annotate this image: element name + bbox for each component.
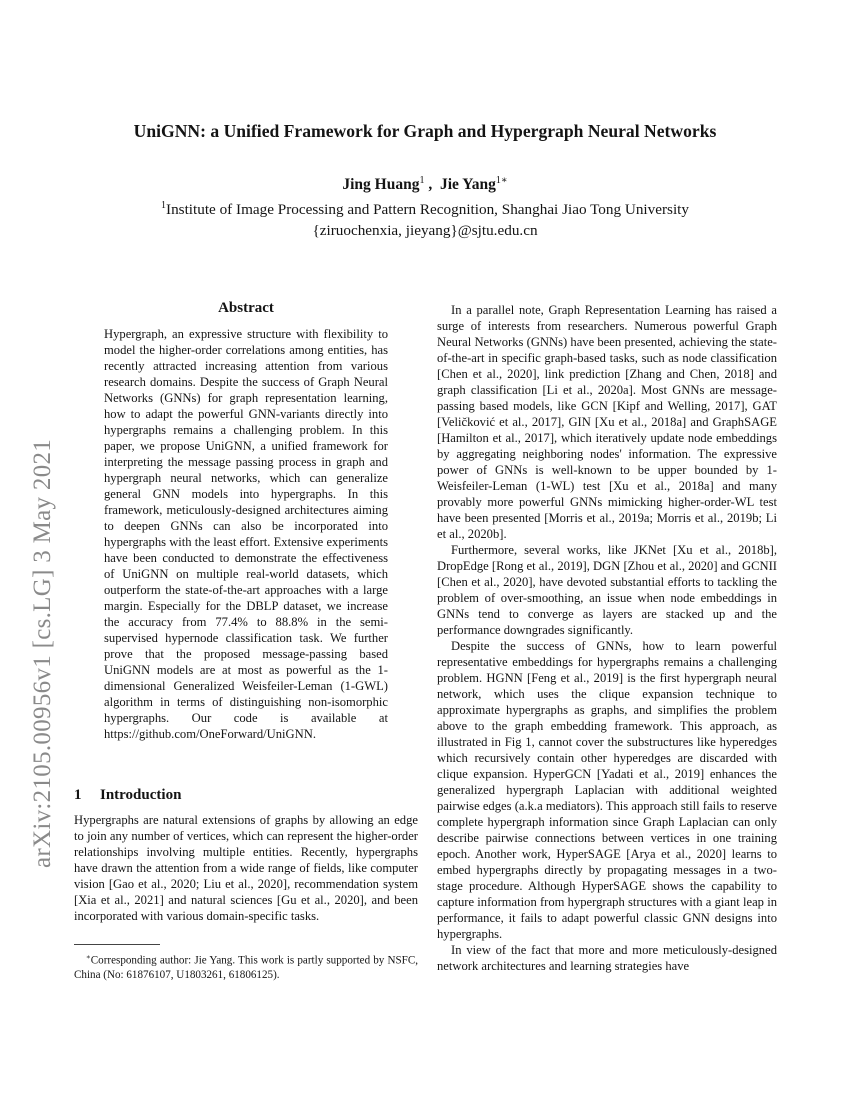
paragraph: In a parallel note, Graph Representation Learning has raised a surge of interests from researchers. Numerous powerful Graph Neural Networks (GNNs) have been presented, achieving the state-of-the-art in specific graph-based tasks, such as node classification [Chen et al., 2020], link prediction [Zhang and Chen, 2018] and graph classification [Li et al., 2020a]. Most GNNs are message-passing based models, like GCN [Kipf and Welling, 2017], GAT [Veličković et al., 2017], GIN [Xu et al., 2018a] and GraphSAGE [Hamilton et al., 2017], which iteratively update node embeddings by aggregating neighboring nodes' information. The expressive power of GNNs is well-known to be upper bounded by 1-Weisfeiler-Leman (1-WL) test [Xu et al., 2018a] and many provably more powerful GNNs mimicking higher-order-WL test have been presented [Morris et al., 2019a; Morris et al., 2019b; Li et al., 2020b]. (437, 303, 777, 541)
author-name: Jie Yang (439, 176, 496, 194)
abstract-heading: Abstract (218, 300, 274, 316)
author-list (0, 175, 850, 194)
author-separator: , (424, 176, 440, 194)
affiliation (0, 200, 850, 219)
section-number: 1 (74, 787, 82, 803)
footnote-text: Corresponding author: Jie Yang. This work is partly supported by NSFC, China (No: 61876107, U1803261, 61806125). (74, 954, 418, 981)
author-name: Jing Huang (342, 176, 420, 194)
section-title: Introduction (100, 787, 182, 803)
footnote-mark: ∗ (86, 953, 91, 961)
paragraph: Despite the success of GNNs, how to learn powerful representative embeddings for hypergraphs remains a challenging problem. HGNN [Feng et al., 2019] is the first hypergraph neural network, which uses the clique expansion technique to approximate hypergraphs as graphs, and simplifies the problem above to the graph embedding framework. This approach, as illustrated in Fig 1, cannot cover the substructures like hyperedges which recursively contain other hyperedges are discarded with clique expansion. HyperGCN [Yadati et al., 2019] enhances the generalized hypergraph Laplacian with additional weighted pairwise edges (a.k.a mediators). This approach still fails to reserve complete hypergraph information since Graph Laplacian can only describe pairwise connections between vertices in one training epoch. Another work, HyperSAGE [Arya et al., 2020] learns to embed hypergraphs directly by propagating messages in a two-stage procedure. Although HyperSAGE shows the capability to capture information from hypergraph structures with a giant leap in performance, it fails to adapt powerful classic GNN designs into hypergraphs. (437, 639, 777, 941)
author-affiliation-mark: 1 (419, 175, 425, 186)
paragraph: In view of the fact that more and more meticulously-designed network architectures and learning strategies have (437, 943, 777, 973)
paragraph: Furthermore, several works, like JKNet [Xu et al., 2018b], DropEdge [Rong et al., 2019], DGN [Zhou et al., 2020] and GCNII [Chen et al., 2020], have devoted substantial efforts to tackling the problem of over-smoothing, an issue when node embeddings in GNNs tend to converge as layers are stacked up and the performance downgrades significantly. (437, 543, 777, 637)
right-column-body (437, 302, 777, 974)
footnote (74, 950, 418, 982)
arxiv-side-stamp: arXiv:2105.00956v1 [cs.LG] 3 May 2021 (29, 438, 56, 868)
abstract-body (104, 326, 388, 742)
paper-title: UniGNN: a Unified Framework for Graph and Hypergraph Neural Networks (133, 121, 717, 141)
author-email: {ziruochenxia, jieyang}@sjtu.edu.cn (312, 222, 538, 239)
author-affiliation-mark: 1∗ (495, 175, 508, 186)
abstract-text: Hypergraph, an expressive structure with flexibility to model the higher-order correlations among entities, has recently attracted increasing attention from various research domains. Despite the success of Graph Neural Networks (GNNs) for graph representation learning, how to adapt the powerful GNN-variants directly into hypergraphs remains a challenging problem. In this paper, we propose UniGNN, a unified framework for interpreting the message passing process in graph and hypergraph neural networks, which can generalize general GNN models into hypergraphs. In this framework, meticulously-designed architectures aiming to deepen GNNs can also be incorporated into hypergraphs with the least effort. Extensive experiments have been conducted to demonstrate the effectiveness of UniGNN on multiple real-world datasets, which outperform the state-of-the-art approaches with a large margin. Especially for the DBLP dataset, we increase the accuracy from 77.4% to 88.8% in the semi-supervised hypernode classification task. We further prove that the proposed message-passing based UniGNN models are at most as powerful as the 1-dimensional Generalized Weisfeiler-Leman (1-GWL) algorithm in terms of distinguishing non-isomorphic hypergraphs. Our code is available at https://github.com/OneForward/UniGNN. (104, 327, 388, 741)
paragraph: Hypergraphs are natural extensions of graphs by allowing an edge to join any number of vertices, which can represent the higher-order relationships involving multiple entities. Recently, hypergraphs have drawn the attention from a wide range of fields, like computer vision [Gao et al., 2020; Liu et al., 2020], recommendation system [Xia et al., 2021] and natural sciences [Gu et al., 2020], and been incorporated with various domain-specific tasks. (74, 813, 418, 923)
footnote-rule (74, 944, 160, 945)
section-heading-introduction (74, 787, 181, 804)
affiliation-text: Institute of Image Processing and Pattern Recognition, Shanghai Jiao Tong University (166, 201, 689, 219)
affiliation-mark: 1 (161, 200, 167, 211)
introduction-body (74, 812, 418, 924)
